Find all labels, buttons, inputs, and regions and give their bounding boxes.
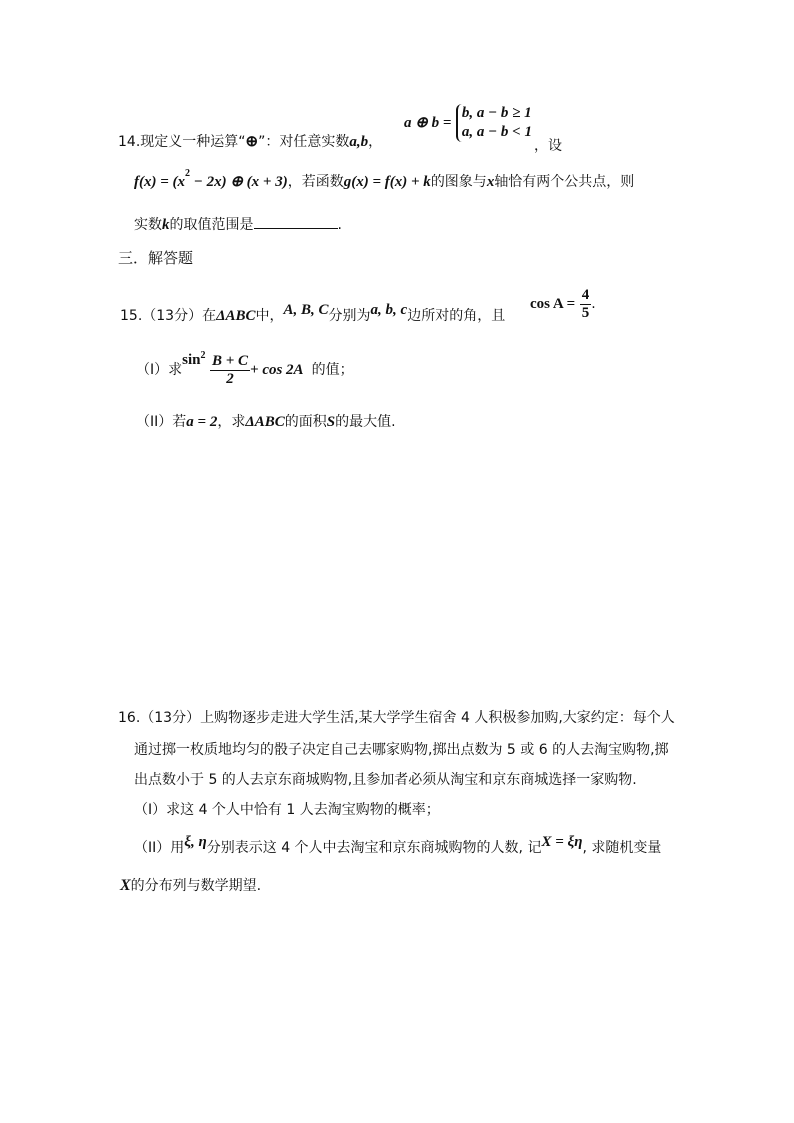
math-S: S [326,414,336,430]
q14-text: 轴恰有两个公共点，则 [494,174,635,190]
q15-cosA [530,284,596,324]
q15-text: 的最大值. [335,414,396,430]
math-sin: sin [182,352,201,368]
q15-text: 中， [255,308,284,324]
q15-text: . [591,296,596,312]
fraction-numerator: 4 [581,286,590,303]
q16-part2-cont [120,876,261,896]
fraction-denominator: 2 [226,370,234,387]
answer-blank [254,214,338,229]
math-fx-rest: − 2x) ⊕ (x + 3) [190,174,288,190]
q14-text: 14.现定义一种运算“ [118,134,246,150]
q15-part2 [136,412,396,432]
q15-text: 的面积 [284,414,327,430]
math-triangle: ΔABC [216,308,256,324]
fraction-4-5 [580,287,592,322]
q14-text: ，若函数 [287,174,344,190]
circle-plus-operator: ⊕ [245,134,259,150]
q14-line1-end [534,136,562,156]
q14-line2 [134,168,635,194]
q14-text: 的图象与 [430,174,487,190]
math-x: x [486,174,495,190]
piecewise-brace [456,104,532,142]
q16-text: , 求随机变量 [582,840,662,856]
q15-part1 [136,350,354,392]
math-abc: a, b, c [370,302,408,318]
q14-text: 实数 [134,217,162,233]
math-ab: a,b [349,134,369,150]
q15-line1 [120,302,506,326]
math-X: X [120,877,131,894]
q16-part2-label: （II）用 [134,840,185,856]
q15-text: 分别为 [328,308,371,324]
section-title: 三．解答题 [118,249,194,267]
fraction-BC-over-2 [210,353,250,388]
fraction-denominator: 5 [581,304,590,321]
q14-line3 [134,214,342,235]
math-plus-cos2A: + cos 2A [250,362,304,378]
math-sup: 2 [200,350,206,361]
q15-text: 15.（13分）在 [120,308,217,324]
q14-line1 [118,132,382,152]
q16-part1: （I）求这 4 个人中恰有 1 人去淘宝购物的概率； [134,802,440,818]
q14-text: . [337,217,342,233]
math-ABC: A, B, C [283,302,329,318]
q15-text: 的值； [311,362,354,378]
math-fx: f(x) = (x [134,174,186,190]
q14-text: 的取值范围是 [169,217,254,233]
q14-definition [404,104,532,142]
q15-part1-label: （I）求 [136,362,183,378]
math-xi-eta: ξ, η [184,834,207,850]
q16-text: 分别表示这 4 个人中去淘宝和京东商城购物的人数, 记 [206,840,542,856]
case-2: a, a − b < 1 [461,124,532,140]
q16-text: 的分布列与数学期望. [130,878,262,894]
q16-line3: 出点数小于 5 的人去京东商城购物,且参加者必须从淘宝和京东商城选择一家购物. [134,772,637,788]
fraction-numerator: B + C [211,352,249,369]
q15-part2-label: （II）若 [136,414,187,430]
math-def-lhs: a ⊕ b = [404,115,452,131]
math-gx: g(x) = f(x) + k [343,174,431,190]
q14-text: ”：对任意实数 [258,134,350,150]
math-triangle: ΔABC [245,414,285,430]
math-cosA: cos A = [530,296,576,312]
q15-text: 边所对的角，且 [407,308,506,324]
q16-line2: 通过掷一枚质地均匀的骰子决定自己去哪家购物,掷出点数为 5 或 6 的人去淘宝购物,掷 [134,742,669,758]
q14-text: ，设 [534,138,562,154]
q15-text: ，求 [217,414,246,430]
q16-line1: 16.（13分）上购物逐步走进大学生活,某大学学生宿舍 4 人积极参加购,大家约定：每个人 [118,710,675,726]
math-k: k [162,217,170,233]
q16-part2 [134,834,662,858]
math-sup: 2 [185,168,191,179]
math-X-eq-xi-eta: X = ξη [541,834,583,850]
case-1: b, a − b ≥ 1 [461,105,532,121]
q14-text: ， [368,134,383,150]
math-a-eq-2: a = 2 [186,414,218,430]
